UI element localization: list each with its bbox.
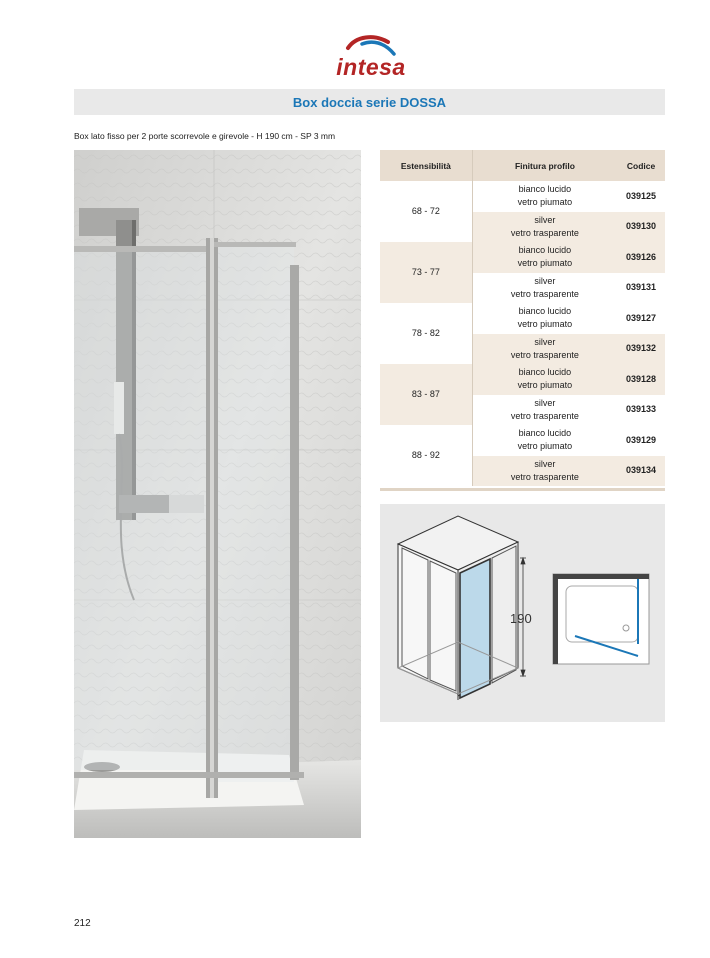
code-cell: 039129 xyxy=(617,425,665,456)
table-row xyxy=(380,425,665,456)
header-codice: Codice xyxy=(617,150,665,181)
code-cell: 039128 xyxy=(617,364,665,395)
finish-cell: silver vetro trasparente xyxy=(472,212,617,243)
code-cell: 039134 xyxy=(617,456,665,487)
range-cell: 88 - 92 xyxy=(380,425,472,486)
finish-cell: silver vetro trasparente xyxy=(472,456,617,487)
title-bar xyxy=(74,89,665,115)
finish-cell: bianco lucido vetro piumato xyxy=(472,242,617,273)
product-description: Box lato fisso per 2 porte scorrevole e girevole - H 190 cm - SP 3 mm xyxy=(74,131,336,141)
code-cell: 039127 xyxy=(617,303,665,334)
finish-cell: silver vetro trasparente xyxy=(472,334,617,365)
table-row xyxy=(380,364,665,395)
finish-cell: bianco lucido vetro piumato xyxy=(472,303,617,334)
finish-cell: silver vetro trasparente xyxy=(472,273,617,304)
table-row xyxy=(380,303,665,334)
code-cell: 039133 xyxy=(617,395,665,426)
code-cell: 039125 xyxy=(617,181,665,212)
product-photo xyxy=(74,150,361,838)
range-cell: 73 - 77 xyxy=(380,242,472,303)
table-bottom-rule xyxy=(380,488,665,491)
finish-cell: bianco lucido vetro piumato xyxy=(472,425,617,456)
range-cell: 83 - 87 xyxy=(380,364,472,425)
header-finitura-profilo: Finitura profilo xyxy=(472,150,617,181)
code-cell: 039130 xyxy=(617,212,665,243)
brand-logo xyxy=(330,34,412,82)
height-label: 190 xyxy=(510,611,532,626)
table-header-row xyxy=(380,150,665,181)
table-row xyxy=(380,181,665,212)
range-cell: 68 - 72 xyxy=(380,181,472,242)
header-estensibilita: Estensibilità xyxy=(380,150,472,181)
finish-cell: bianco lucido vetro piumato xyxy=(472,364,617,395)
plan-view-icon xyxy=(553,574,649,664)
range-cell: 78 - 82 xyxy=(380,303,472,364)
page-title: Box doccia serie DOSSA xyxy=(292,94,447,110)
code-cell: 039131 xyxy=(617,273,665,304)
page-number: 212 xyxy=(74,918,91,929)
finish-cell: silver vetro trasparente xyxy=(472,395,617,426)
finish-cell: bianco lucido vetro piumato xyxy=(472,181,617,212)
table-row xyxy=(380,242,665,273)
spec-table xyxy=(380,150,665,486)
technical-diagram xyxy=(380,504,665,722)
shower-box-3d-icon xyxy=(398,516,518,700)
code-cell: 039126 xyxy=(617,242,665,273)
code-cell: 039132 xyxy=(617,334,665,365)
logo-text: intesa xyxy=(336,54,406,80)
